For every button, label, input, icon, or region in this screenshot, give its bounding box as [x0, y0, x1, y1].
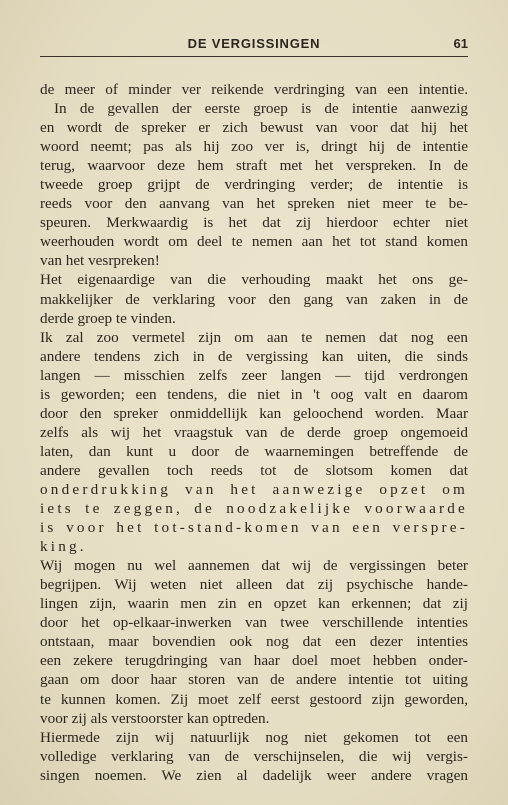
page-header	[40, 34, 468, 57]
text-line: andere tendens zich in de vergissing kan uiten, die sinds	[40, 347, 468, 365]
text-line: Hiermede zijn wij natuurlijk nog niet gekomen tot een	[40, 728, 468, 746]
text-line: een zekere terugdringing van haar doel moet hebben onder-	[40, 652, 468, 670]
page-number: 61	[453, 36, 468, 51]
text-line-emphasis: king.	[40, 538, 87, 556]
text-line: singen noemen. We zien al dadelijk weer andere vragen	[40, 766, 468, 784]
text-line: is geworden; een tendens, die niet in 't oog valt en daarom	[40, 385, 468, 403]
text-line: Ik zal zoo vermetel zijn om aan te nemen dat nog een	[40, 328, 468, 346]
text-line: In de gevallen der eerste groep is de intentie aanwezig	[54, 100, 468, 118]
text-line: begrijpen. Wij weten niet alleen dat zij psychische hande-	[40, 576, 468, 594]
running-title: DE VERGISSINGEN	[187, 36, 321, 51]
text-line-emphasis: is voor het tot-stand-komen van een verspre-	[40, 519, 468, 537]
text-line: lingen zijn, waarin men zin en opzet kan erkennen; dat zij	[40, 595, 468, 613]
text-line: laten, dan kunt u door de waarnemingen betreffende de	[40, 442, 468, 460]
text-line: gaan om door haar storen van de andere intentie tot uiting	[40, 671, 468, 689]
text-line: weerhouden wordt om deel te nemen aan het tot stand komen	[40, 233, 468, 251]
text-line: langen — misschien zelfs zeer langen — tijd verdrongen	[40, 366, 468, 384]
text-line: Het eigenaardige van die verhouding maakt het ons ge-	[40, 271, 468, 289]
text-line: andere gevallen toch reeds tot de slotsom komen dat	[40, 461, 468, 479]
text-line: terug, waarvoor deze hem straft met het verspreken. In de	[40, 157, 468, 175]
text-line: te kunnen komen. Zij moet zelf eerst gestoord zijn geworden,	[40, 690, 468, 708]
text-line: zelfs als wij het vraagstuk van de derde groep ongemoeid	[40, 423, 468, 441]
text-line: tweede groep grijpt de verdringing verder; de intentie is	[40, 176, 468, 194]
text-line: woord neemt; pas als hij zoo ver is, dringt hij de intentie	[40, 138, 468, 156]
text-line: door den spreker onmiddellijk kan geloochend worden. Maar	[40, 404, 468, 422]
text-line: de meer of minder ver reikende verdringing van een intentie.	[40, 81, 468, 98]
text-line: reeds voor den aanvang van het spreken niet meer te be-	[40, 195, 468, 213]
text-line: makkelijker de verklaring voor den gang van zaken in de	[40, 290, 468, 308]
body-text	[40, 80, 468, 785]
text-line: en wordt de spreker er zich bewust van voor dat hij het	[40, 119, 468, 137]
text-line: speuren. Merkwaardig is het dat zij hierdoor echter niet	[40, 214, 468, 232]
text-line: derde groep te vinden.	[40, 309, 176, 327]
text-line: volledige verklaring van de verschijnselen, die wij vergis-	[40, 747, 468, 765]
text-line: van het vesrpreken!	[40, 252, 160, 270]
text-line: voor zij als verstoorster kan optreden.	[40, 709, 270, 727]
text-line: door het op-elkaar-inwerken van twee verschillende intenties	[40, 614, 468, 632]
text-line: ontstaan, maar bovendien ook nog dat een dezer intenties	[40, 633, 468, 651]
text-line-emphasis: onderdrukking van het aanwezige opzet om	[40, 480, 468, 498]
text-line: Wij mogen nu wel aannemen dat wij de vergissingen beter	[40, 557, 468, 575]
text-line-emphasis: iets te zeggen, de noodzakelijke voorwaarde	[40, 500, 468, 518]
